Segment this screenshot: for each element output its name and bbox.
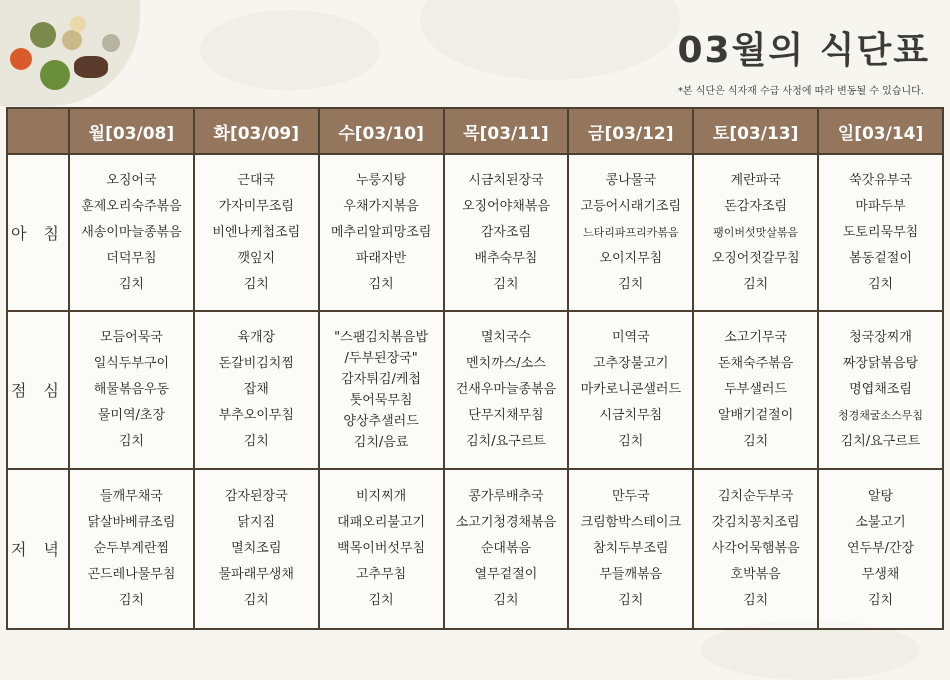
- menu-item: 대패오리불고기: [337, 514, 426, 530]
- menu-item: 호박볶음: [730, 566, 781, 582]
- menu-item: 갓김치꽁치조림: [711, 514, 800, 530]
- menu-item: 곤드레나물무침: [87, 566, 176, 582]
- menu-item: 김치: [368, 592, 394, 608]
- menu-item: 비엔나케첩조림: [212, 224, 301, 240]
- menu-item: 고추장불고기: [593, 355, 669, 371]
- menu-item: 김치: [243, 276, 269, 292]
- menu-item: 김치: [743, 592, 769, 608]
- menu-cell: [444, 469, 569, 629]
- menu-cell: [818, 311, 943, 468]
- menu-item: 김치: [493, 592, 519, 608]
- menu-item: 콩나물국: [605, 172, 656, 188]
- notice-text: *본 식단은 식자재 수급 사정에 따라 변동될 수 있습니다.: [677, 86, 924, 97]
- menu-item: 김치: [743, 433, 769, 449]
- day-header: 토[03/13]: [693, 108, 818, 154]
- corner-cell: [7, 108, 69, 154]
- menu-item: 쑥갓유부국: [849, 172, 912, 188]
- meal-row-dinner: [7, 469, 943, 629]
- menu-item: 소불고기: [855, 514, 906, 530]
- menu-item: 해물볶음우동: [93, 381, 170, 397]
- menu-item: 명엽채조림: [849, 381, 912, 397]
- menu-item: 오징어야채볶음: [462, 198, 550, 214]
- menu-item: 청국장찌개: [849, 329, 912, 345]
- menu-item: 시금치된장국: [468, 172, 544, 188]
- menu-item: 김치/음료: [353, 434, 409, 450]
- menu-item: 김치: [618, 276, 644, 292]
- menu-item: 돈감자조림: [724, 198, 788, 214]
- menu-item: 부추오이무침: [218, 407, 294, 423]
- menu-item: 더덕무침: [106, 250, 157, 266]
- menu-item: 멸치조림: [231, 540, 282, 556]
- menu-item: 건새우마늘종볶음: [455, 381, 557, 397]
- menu-item: 모듬어묵국: [100, 329, 163, 345]
- menu-cell: [69, 154, 194, 311]
- day-header: 화[03/09]: [194, 108, 319, 154]
- menu-item: 감자된장국: [224, 488, 288, 504]
- menu-item: /두부된장국": [344, 350, 418, 366]
- menu-item: 미역국: [611, 329, 650, 345]
- meal-row-lunch: [7, 311, 943, 468]
- day-header: 수[03/10]: [319, 108, 444, 154]
- menu-item: 가자미무조림: [218, 198, 294, 214]
- menu-cell: [444, 311, 569, 468]
- menu-item: 김치/요구르트: [840, 433, 921, 449]
- menu-item: 김치: [118, 276, 144, 292]
- menu-item: 시금치무침: [599, 407, 663, 423]
- menu-item: 김치: [368, 276, 394, 292]
- menu-item: 김치: [867, 592, 894, 608]
- menu-item: 마카로니콘샐러드: [580, 381, 682, 397]
- menu-item: 우채가지볶음: [343, 198, 419, 214]
- menu-item: 일식두부구이: [93, 355, 170, 371]
- menu-cell: [693, 154, 818, 311]
- menu-item: 훈제오리숙주볶음: [81, 198, 182, 214]
- menu-item: 무생채: [861, 566, 900, 582]
- menu-item: 김치: [867, 276, 894, 292]
- menu-cell: [194, 469, 319, 629]
- menu-item: 잡채: [243, 381, 269, 397]
- menu-item: 연두부/간장: [846, 540, 915, 556]
- menu-item: 콩가루배추국: [468, 488, 544, 504]
- menu-item: 느타리파프리카볶음: [582, 225, 679, 239]
- menu-item: 메추리알피망조림: [330, 224, 432, 240]
- menu-item: 육개장: [237, 329, 276, 345]
- menu-item: 양상추샐러드: [343, 413, 419, 429]
- menu-item: 감자튀김/케첩: [341, 371, 421, 387]
- menu-cell: [444, 154, 569, 311]
- menu-item: 김치/요구르트: [466, 433, 546, 449]
- menu-item: 닭지짐: [237, 514, 276, 530]
- menu-cell: [69, 311, 194, 468]
- menu-cell: [319, 311, 444, 468]
- meal-label: 저 녁: [7, 469, 69, 629]
- menu-item: 오이지무침: [599, 250, 663, 266]
- menu-item: 돈채숙주볶음: [717, 355, 794, 371]
- menu-item: 닭살바베큐조림: [87, 514, 176, 530]
- menu-cell: [693, 469, 818, 629]
- menu-item: 돈갈비김치찜: [218, 355, 294, 371]
- menu-item: 고추무침: [355, 566, 407, 582]
- day-header-row: [7, 108, 943, 154]
- menu-item: 김치: [243, 433, 269, 449]
- menu-item: 알배기겉절이: [717, 407, 794, 423]
- meal-label: 점 심: [7, 311, 69, 468]
- menu-item: 물파래무생채: [218, 566, 294, 582]
- menu-item: 김치순두부국: [717, 488, 794, 504]
- page-title: 03월의 식단표: [677, 30, 930, 71]
- menu-cell: [693, 311, 818, 468]
- menu-item: 순대볶음: [480, 540, 532, 556]
- menu-item: 두부샐러드: [724, 381, 788, 397]
- menu-item: 마파두부: [855, 198, 906, 214]
- menu-item: 만두국: [611, 488, 650, 504]
- meal-label: 아 침: [7, 154, 69, 311]
- menu-item: 크림함박스테이크: [580, 514, 682, 530]
- menu-item: 짜장닭볶음탕: [842, 355, 919, 371]
- menu-cell: [194, 311, 319, 468]
- menu-item: 열무겉절이: [474, 566, 538, 582]
- menu-item: 김치: [118, 433, 144, 449]
- day-header: 일[03/14]: [818, 108, 943, 154]
- menu-cell: [818, 154, 943, 311]
- menu-item: 멸치국수: [480, 329, 532, 345]
- menu-item: 누룽지탕: [355, 172, 407, 188]
- menu-item: 새송이마늘종볶음: [81, 224, 182, 240]
- background-leaf: [420, 0, 680, 80]
- menu-cell: [568, 311, 693, 468]
- menu-item: 순두부계란찜: [93, 540, 170, 556]
- food-dishes-image: [0, 0, 140, 106]
- menu-item: 비지찌개: [355, 488, 407, 504]
- menu-item: 소고기청경채볶음: [455, 514, 557, 530]
- menu-item: 김치: [743, 276, 769, 292]
- menu-item: 톳어묵무침: [349, 392, 413, 408]
- menu-item: "스팸김치볶음밥: [334, 329, 429, 345]
- menu-item: 근대국: [237, 172, 276, 188]
- menu-item: 봄동겉절이: [849, 250, 912, 266]
- menu-cell: [568, 469, 693, 629]
- menu-item: 사각어묵햄볶음: [711, 540, 800, 556]
- menu-item: 백목이버섯무침: [337, 540, 426, 556]
- menu-item: 단무지채무침: [468, 407, 544, 423]
- menu-item: 오징어국: [106, 172, 157, 188]
- menu-item: 무들깨볶음: [599, 566, 663, 582]
- menu-item: 계란파국: [730, 172, 781, 188]
- menu-cell: [69, 469, 194, 629]
- menu-item: 소고기무국: [724, 329, 788, 345]
- menu-item: 김치: [493, 276, 519, 292]
- day-header: 목[03/11]: [444, 108, 569, 154]
- menu-item: 도토리묵무침: [842, 224, 919, 240]
- menu-item: 알탕: [867, 488, 894, 504]
- background-leaf: [200, 10, 380, 90]
- menu-item: 김치: [618, 592, 644, 608]
- menu-item: 배추숙무침: [474, 250, 538, 266]
- menu-item: 청경채굴소스무침: [838, 408, 924, 422]
- menu-cell: [194, 154, 319, 311]
- menu-item: 팽이버섯맛살볶음: [713, 225, 799, 239]
- menu-item: 깻잎지: [237, 250, 276, 266]
- menu-item: 참치두부조림: [593, 540, 669, 556]
- menu-item: 들깨무채국: [100, 488, 163, 504]
- menu-item: 고등어시래기조림: [580, 198, 682, 214]
- day-header: 금[03/12]: [568, 108, 693, 154]
- menu-item: 멘치까스/소스: [466, 355, 546, 371]
- meal-table: [6, 107, 944, 630]
- menu-item: 오징어젓갈무침: [711, 250, 800, 266]
- menu-item: 김치: [243, 592, 269, 608]
- menu-cell: [818, 469, 943, 629]
- menu-item: 파래자반: [355, 250, 407, 266]
- menu-item: 물미역/초장: [97, 407, 165, 423]
- menu-cell: [319, 154, 444, 311]
- menu-item: 김치: [618, 433, 644, 449]
- menu-item: 감자조림: [480, 224, 532, 240]
- menu-item: 김치: [118, 592, 144, 608]
- menu-cell: [319, 469, 444, 629]
- menu-cell: [568, 154, 693, 311]
- day-header: 월[03/08]: [69, 108, 194, 154]
- meal-row-breakfast: [7, 154, 943, 311]
